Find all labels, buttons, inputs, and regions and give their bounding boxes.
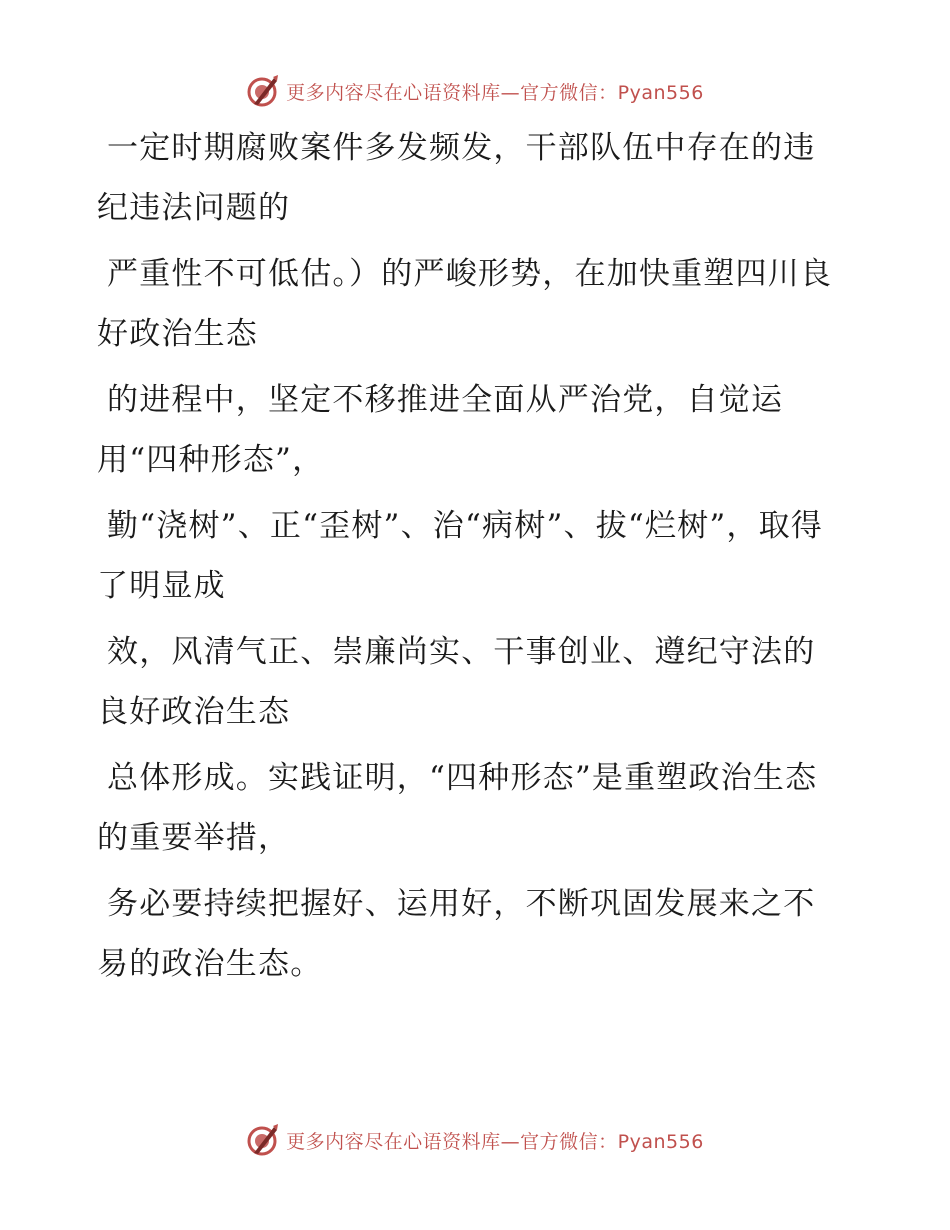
footer-banner-text: 更多内容尽在心语资料库—官方微信：Pyan556 bbox=[286, 1130, 704, 1153]
paragraph-4: 勤“浇树”、正“歪树”、治“病树”、拔“烂树”，取得了明显成 bbox=[97, 508, 823, 604]
paragraph-6: 总体形成。实践证明，“四种形态”是重塑政治生态的重要举措， bbox=[97, 760, 818, 856]
quill-pen-seal-icon bbox=[246, 74, 280, 108]
footer-banner bbox=[0, 1120, 950, 1160]
document-body bbox=[97, 118, 837, 1000]
header-banner bbox=[0, 71, 950, 111]
paragraph-7: 务必要持续把握好、运用好，不断巩固发展来之不易的政治生态。 bbox=[97, 886, 816, 982]
header-banner-text: 更多内容尽在心语资料库—官方微信：Pyan556 bbox=[286, 81, 704, 104]
quill-pen-seal-icon bbox=[246, 1123, 280, 1157]
paragraph-3: 的进程中，坚定不移推进全面从严治党，自觉运用“四种形态”， bbox=[97, 382, 784, 478]
paragraph-2: 严重性不可低估。）的严峻形势，在加快重塑四川良好政治生态 bbox=[97, 256, 833, 352]
paragraph-1: 一定时期腐败案件多发频发，干部队伍中存在的违纪违法问题的 bbox=[97, 130, 816, 226]
paragraph-5: 效，风清气正、崇廉尚实、干事创业、遵纪守法的良好政治生态 bbox=[97, 634, 816, 730]
